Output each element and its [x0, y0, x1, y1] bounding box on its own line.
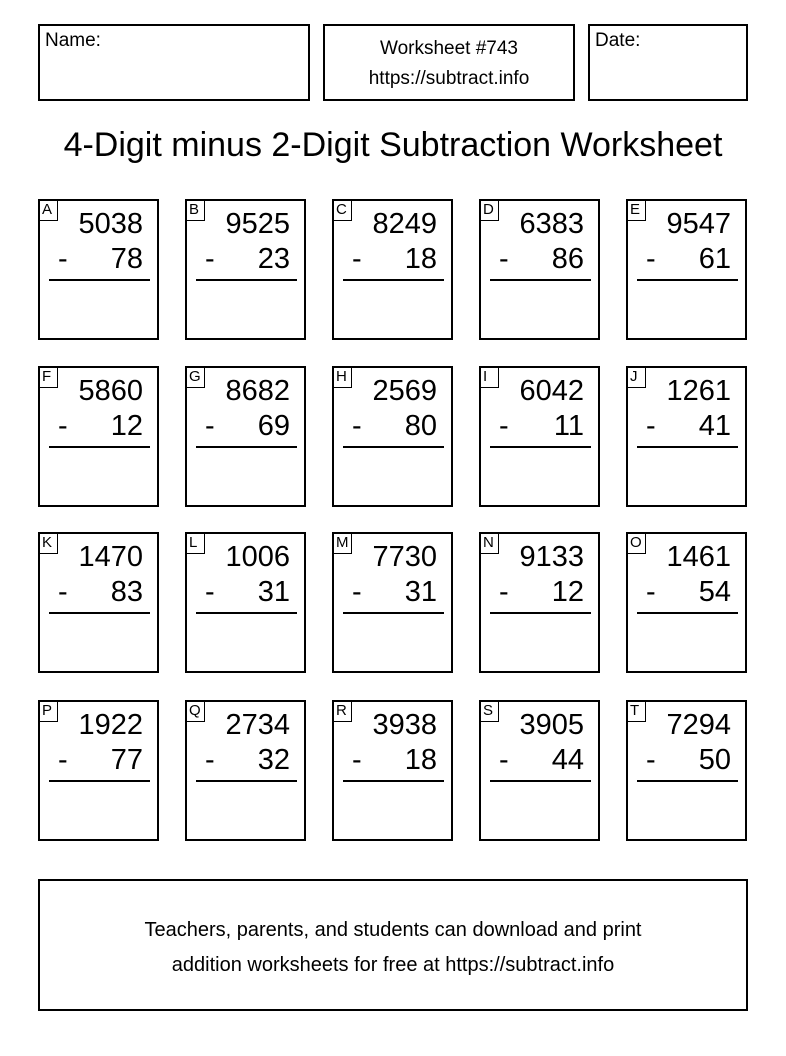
subtrahend: 69 — [257, 410, 290, 442]
problem-c[interactable] — [332, 199, 453, 340]
answer-line — [196, 279, 297, 281]
answer-line — [490, 780, 591, 782]
subtrahend: 77 — [110, 744, 143, 776]
footer-line-2: addition worksheets for free at https://subtract.info — [171, 954, 615, 976]
worksheet-info-box — [323, 24, 575, 101]
problem-d[interactable] — [479, 199, 600, 340]
subtrahend: 61 — [698, 243, 731, 275]
answer-line — [490, 279, 591, 281]
answer-line — [490, 612, 591, 614]
minus-sign: - — [646, 410, 656, 442]
minus-sign: - — [646, 744, 656, 776]
problem-letter: J — [626, 366, 646, 388]
minus-sign: - — [205, 744, 215, 776]
minuend: 3938 — [372, 709, 437, 741]
problem-letter: L — [185, 532, 205, 554]
page-title: 4-Digit minus 2-Digit Subtraction Worksheet — [63, 126, 723, 164]
subtrahend: 23 — [257, 243, 290, 275]
subtrahend: 12 — [110, 410, 143, 442]
problem-letter: Q — [185, 700, 205, 722]
minuend: 8249 — [372, 208, 437, 240]
problem-letter: F — [38, 366, 58, 388]
minuend: 9547 — [666, 208, 731, 240]
minus-sign: - — [205, 410, 215, 442]
minus-sign: - — [352, 744, 362, 776]
minus-sign: - — [58, 243, 68, 275]
minuend: 5038 — [78, 208, 143, 240]
problem-k[interactable] — [38, 532, 159, 673]
problem-b[interactable] — [185, 199, 306, 340]
answer-line — [343, 780, 444, 782]
subtrahend: 11 — [553, 410, 584, 442]
problem-letter: T — [626, 700, 646, 722]
subtrahend: 32 — [257, 744, 290, 776]
minus-sign: - — [58, 576, 68, 608]
minuend: 6383 — [519, 208, 584, 240]
subtrahend: 50 — [698, 744, 731, 776]
problem-letter: A — [38, 199, 58, 221]
problem-e[interactable] — [626, 199, 747, 340]
minuend: 8682 — [225, 375, 290, 407]
problem-j[interactable] — [626, 366, 747, 507]
problem-s[interactable] — [479, 700, 600, 841]
answer-line — [49, 780, 150, 782]
problem-letter: K — [38, 532, 58, 554]
name-field-box[interactable] — [38, 24, 310, 101]
minuend: 1261 — [666, 375, 731, 407]
minuend: 2734 — [225, 709, 290, 741]
minuend: 3905 — [519, 709, 584, 741]
minuend: 1470 — [78, 541, 143, 573]
date-field-box[interactable] — [588, 24, 748, 101]
worksheet-number: Worksheet #743 — [379, 38, 518, 59]
answer-line — [343, 279, 444, 281]
problem-letter: E — [626, 199, 646, 221]
subtrahend: 83 — [110, 576, 143, 608]
minuend: 6042 — [519, 375, 584, 407]
problem-a[interactable] — [38, 199, 159, 340]
problem-letter: P — [38, 700, 58, 722]
problem-g[interactable] — [185, 366, 306, 507]
minus-sign: - — [352, 576, 362, 608]
problem-letter: O — [626, 532, 646, 554]
answer-line — [343, 612, 444, 614]
problem-p[interactable] — [38, 700, 159, 841]
subtrahend: 54 — [698, 576, 731, 608]
problem-letter: C — [332, 199, 352, 221]
minuend: 9133 — [519, 541, 584, 573]
answer-line — [49, 612, 150, 614]
problem-letter: B — [185, 199, 205, 221]
answer-line — [196, 446, 297, 448]
problem-letter: N — [479, 532, 499, 554]
name-label: Name: — [45, 30, 101, 51]
minus-sign: - — [499, 744, 509, 776]
minus-sign: - — [499, 243, 509, 275]
answer-line — [490, 446, 591, 448]
minus-sign: - — [499, 410, 509, 442]
answer-line — [637, 446, 738, 448]
subtrahend: 18 — [404, 744, 437, 776]
minuend: 9525 — [225, 208, 290, 240]
minuend: 1922 — [78, 709, 143, 741]
answer-line — [343, 446, 444, 448]
minus-sign: - — [352, 243, 362, 275]
footer-box — [38, 879, 748, 1011]
problem-m[interactable] — [332, 532, 453, 673]
problem-i[interactable] — [479, 366, 600, 507]
footer-line-1: Teachers, parents, and students can download and print — [144, 919, 642, 941]
minuend: 1006 — [225, 541, 290, 573]
problem-r[interactable] — [332, 700, 453, 841]
minus-sign: - — [205, 576, 215, 608]
subtrahend: 78 — [110, 243, 143, 275]
minuend: 7730 — [372, 541, 437, 573]
date-label: Date: — [595, 30, 641, 51]
subtrahend: 41 — [698, 410, 731, 442]
problem-f[interactable] — [38, 366, 159, 507]
answer-line — [637, 612, 738, 614]
minus-sign: - — [646, 243, 656, 275]
minus-sign: - — [205, 243, 215, 275]
minuend: 1461 — [666, 541, 731, 573]
minus-sign: - — [58, 744, 68, 776]
problem-letter: G — [185, 366, 205, 388]
minus-sign: - — [58, 410, 68, 442]
problem-t[interactable] — [626, 700, 747, 841]
problem-letter: I — [479, 366, 499, 388]
minuend: 7294 — [666, 709, 731, 741]
subtrahend: 12 — [551, 576, 584, 608]
problem-h[interactable] — [332, 366, 453, 507]
problem-letter: S — [479, 700, 499, 722]
answer-line — [49, 446, 150, 448]
minus-sign: - — [646, 576, 656, 608]
problem-letter: H — [332, 366, 352, 388]
answer-line — [196, 612, 297, 614]
subtrahend: 31 — [257, 576, 290, 608]
subtrahend: 44 — [551, 744, 584, 776]
problem-o[interactable] — [626, 532, 747, 673]
answer-line — [637, 780, 738, 782]
problem-letter: D — [479, 199, 499, 221]
subtrahend: 18 — [404, 243, 437, 275]
minus-sign: - — [352, 410, 362, 442]
subtrahend: 86 — [551, 243, 584, 275]
problem-letter: R — [332, 700, 352, 722]
subtrahend: 80 — [404, 410, 437, 442]
answer-line — [49, 279, 150, 281]
minuend: 5860 — [78, 375, 143, 407]
answer-line — [637, 279, 738, 281]
problem-l[interactable] — [185, 532, 306, 673]
minus-sign: - — [499, 576, 509, 608]
minuend: 2569 — [372, 375, 437, 407]
answer-line — [196, 780, 297, 782]
problem-q[interactable] — [185, 700, 306, 841]
subtrahend: 31 — [404, 576, 437, 608]
problem-letter: M — [332, 532, 352, 554]
problem-n[interactable] — [479, 532, 600, 673]
worksheet-url: https://subtract.info — [368, 68, 530, 89]
